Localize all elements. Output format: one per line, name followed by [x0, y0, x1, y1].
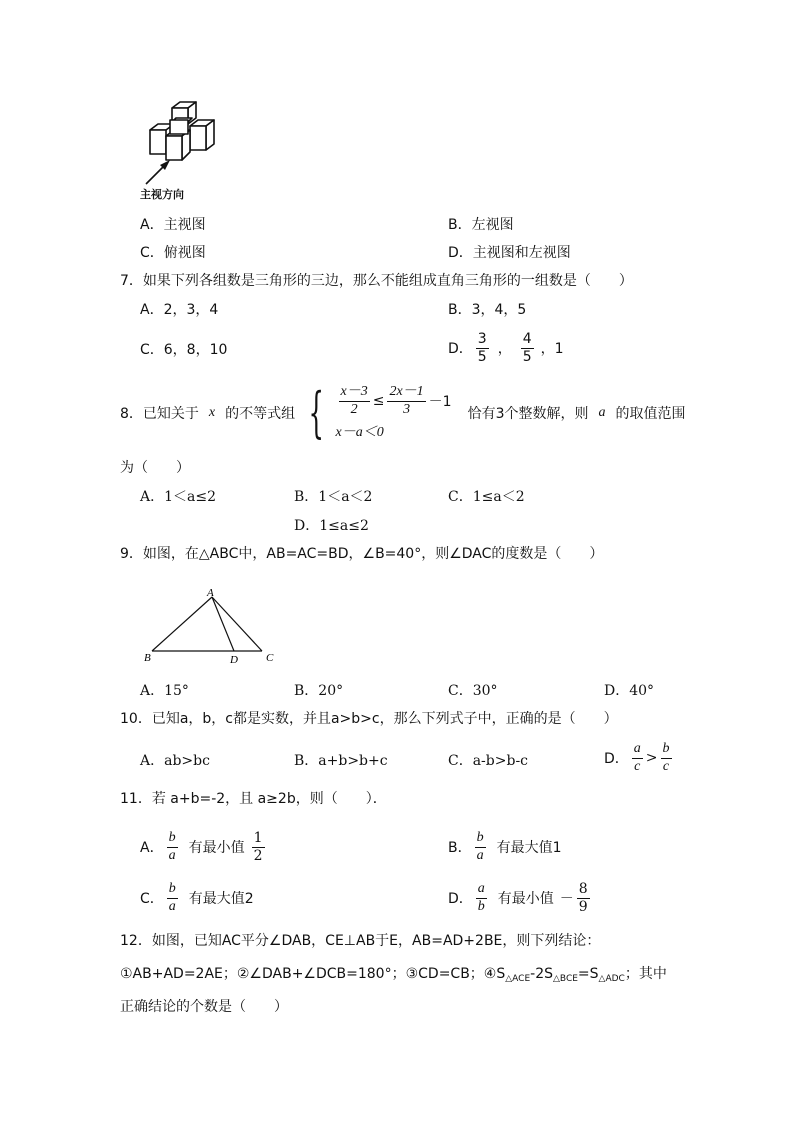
q10-d-frac-1 [632, 742, 643, 774]
q11-d-text: 有最小值 [497, 891, 554, 907]
q7-option-d [448, 328, 564, 368]
q10-d-den1: c [634, 758, 641, 774]
q9-option-c: C．30° [448, 683, 498, 699]
q8-ineq-1 [336, 385, 452, 417]
q8-ineq-2: x－a＜0 [335, 425, 384, 441]
q11-b-num: b [475, 831, 486, 848]
q11-d-num: a [476, 882, 487, 899]
q10-d-op: > [645, 750, 658, 766]
q11-d-vnum: 8 [578, 880, 588, 897]
q11-a-den: a [168, 847, 176, 863]
q9-stem: 9．如图，在△ABC中，AB=AC=BD，∠B=40°，则∠DAC的度数是（ ） [120, 546, 604, 562]
q7-d-f2-num: 4 [522, 330, 532, 347]
q10-d-label: D． [604, 751, 629, 767]
q9-option-b: B．20° [294, 683, 344, 699]
q11-d-label: D． [448, 891, 473, 907]
q11-d-sign: － [559, 891, 574, 907]
q8-stem-line2: 为（ ） [120, 460, 190, 476]
q11-c-text: 有最大值2 [188, 891, 254, 907]
triangle-label-a: A [207, 587, 214, 599]
q8-option-a: A．1＜a≤2 [140, 489, 217, 505]
q10-d-num2: b [661, 742, 672, 759]
q11-a-value [252, 831, 265, 863]
q12-mid1: -2S [530, 966, 553, 982]
q8-stem-mid: 的不等式组 [225, 406, 296, 422]
q10-option-c: C．a-b>b-c [448, 753, 529, 769]
q9-option-a: A．15° [140, 683, 189, 699]
q8-ineq1-den1: 2 [350, 401, 358, 417]
q8-var-a: a [598, 405, 606, 420]
q11-c-den: a [168, 898, 176, 914]
q7-d-f2-den: 5 [522, 348, 532, 365]
q6-option-a: A．主视图 [140, 217, 206, 233]
q7-d-f1-num: 3 [477, 330, 487, 347]
q12-line2-a: ①AB+AD=2AE；②∠DAB+∠DCB=180°；③CD=CB；④S [120, 966, 506, 982]
q11-a-vnum: 1 [253, 829, 263, 846]
q8-option-d: D．1≤a≤2 [294, 518, 369, 534]
q10-stem: 10．已知a，b，c都是实数，并且a>b>c，那么下列式子中，正确的是（ ） [120, 711, 618, 727]
q8-ineq1-frac2 [387, 385, 425, 417]
q7-option-a: A．2，3，4 [140, 302, 219, 318]
q11-b-label: B． [448, 840, 472, 856]
q8-option-b: B．1＜a＜2 [294, 489, 373, 505]
q11-a-num: b [167, 831, 178, 848]
cube-caption: 主视方向 [140, 188, 184, 201]
q8-stem-post: 恰有3个整数解，则 [467, 406, 589, 422]
triangle-figure [140, 585, 290, 665]
q12-mid2: =S [577, 966, 599, 982]
q10-option-d [604, 738, 675, 778]
q7-stem: 7．如果下列各组数是三角形的三边，那么不能组成直角三角形的一组数是（ ） [120, 273, 633, 289]
q11-b-den: a [476, 847, 484, 863]
q12-conclusions [120, 963, 667, 984]
q11-b-text: 有最大值1 [496, 840, 562, 856]
q8-stem [120, 381, 686, 444]
q11-option-d [448, 877, 593, 919]
q12-line3: 正确结论的个数是（ ） [120, 999, 288, 1015]
q8-ineq1-tail: －1 [428, 394, 452, 410]
q11-a-label: A． [140, 840, 164, 856]
q11-d-vden: 9 [578, 898, 588, 915]
q11-c-num: b [167, 882, 178, 899]
q7-d-sep: ， [497, 341, 512, 357]
q6-option-c: C．俯视图 [140, 245, 206, 261]
q11-option-b [448, 826, 562, 868]
q12-line2-end: ；其中 [624, 966, 667, 982]
q11-a-vden: 2 [253, 847, 263, 864]
q7-d-f1-den: 5 [477, 348, 487, 365]
q11-c-label: C． [140, 891, 164, 907]
q8-ineq1-frac1 [339, 385, 370, 417]
q7-d-label: D． [448, 341, 473, 357]
q11-a-frac [167, 831, 178, 863]
q8-ineq1-le: ≤ [372, 393, 385, 409]
triangle-label-b: B [144, 652, 151, 664]
q11-b-frac [475, 831, 486, 863]
triangle-label-d: D [230, 654, 238, 666]
q6-option-b: B．左视图 [448, 217, 514, 233]
q11-stem: 11．若 a+b=-2，且 a≥2b，则（ ）． [120, 791, 387, 807]
q11-d-den: b [477, 898, 485, 914]
q8-ineq1-num2: 2x－1 [387, 385, 425, 402]
q9-option-d: D．40° [604, 683, 655, 699]
q8-stem-end: 的取值范围 [615, 406, 686, 422]
q11-d-value [577, 882, 590, 914]
q11-option-a [140, 826, 268, 868]
q12-sub2: △BCE [553, 974, 578, 984]
q6-option-d: D．主视图和左视图 [448, 245, 571, 261]
q7-d-fraction-1 [476, 332, 489, 364]
q8-ineq1-den2: 3 [403, 401, 411, 417]
q12-sub1: △ACE [505, 974, 531, 984]
q8-stem-pre: 8．已知关于 [120, 406, 199, 422]
q8-option-c: C．1≤a＜2 [448, 489, 525, 505]
q11-option-c [140, 877, 254, 919]
q8-ineq1-num1: x－3 [339, 385, 370, 402]
q8-var-x: x [208, 405, 216, 420]
q10-d-frac-2 [661, 742, 672, 774]
q11-c-frac [167, 882, 178, 914]
q7-option-b: B．3，4，5 [448, 302, 527, 318]
q7-d-fraction-2 [521, 332, 534, 364]
q8-system [336, 385, 452, 441]
q8-brace: { [308, 381, 325, 444]
q7-option-c: C．6，8，10 [140, 342, 228, 358]
q12-stem: 12．如图，已知AC平分∠DAB，CE⊥AB于E，AB=AD+2BE，则下列结论： [120, 933, 601, 949]
q12-sub3: △ADC [598, 974, 625, 984]
q11-a-text: 有最小值 [188, 840, 245, 856]
q10-d-num1: a [632, 742, 643, 759]
q11-d-frac [476, 882, 487, 914]
q7-d-tail: ，1 [540, 341, 564, 357]
q10-option-a: A．ab>bc [140, 753, 210, 769]
q10-option-b: B．a+b>b+c [294, 753, 388, 769]
triangle-label-c: C [266, 652, 274, 664]
q10-d-den2: c [662, 758, 670, 774]
